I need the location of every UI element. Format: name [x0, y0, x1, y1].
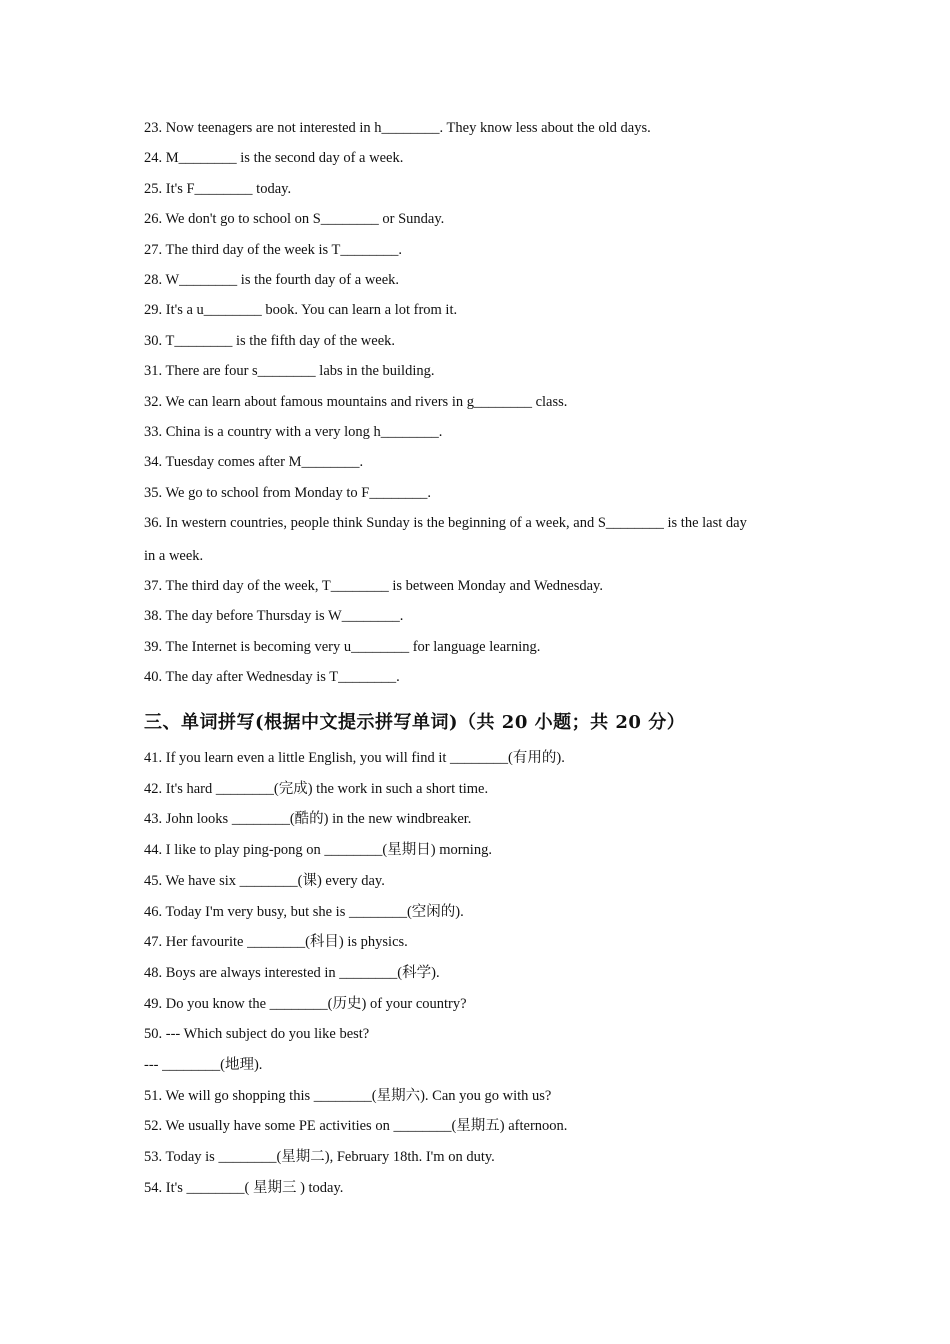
section-heading: 三、单词拼写(根据中文提示拼写单词)（共 20 小题；共 20 分）: [144, 712, 686, 733]
question-43: 43. John looks ________(酷的) in the new windbreaker.: [144, 811, 472, 827]
question-54: 54. It's ________( 星期三 ) today.: [144, 1180, 344, 1196]
question-34: 34. Tuesday comes after M________.: [144, 454, 364, 470]
question-44: 44. I like to play ping-pong on ________(星期日) morning.: [144, 842, 492, 858]
question-42: 42. It's hard ________(完成) the work in such a short time.: [144, 781, 489, 797]
question-30: 30. T________ is the fifth day of the week.: [144, 333, 396, 349]
question-28: 28. W________ is the fourth day of a week.: [144, 272, 400, 288]
question-48: 48. Boys are always interested in ________(科学).: [144, 965, 440, 981]
question-51: 51. We will go shopping this ________(星期六). Can you go with us?: [144, 1088, 552, 1104]
question-53: 53. Today is ________(星期二), February 18th. I'm on duty.: [144, 1149, 495, 1165]
question-39: 39. The Internet is becoming very u________ for language learning.: [144, 639, 541, 655]
question-27: 27. The third day of the week is T________.: [144, 242, 403, 258]
question-25: 25. It's F________ today.: [144, 181, 292, 197]
question-36: 36. In western countries, people think Sunday is the beginning of a week, and S________ is the last day: [144, 515, 747, 531]
question-35: 35. We go to school from Monday to F________.: [144, 485, 431, 501]
question-38: 38. The day before Thursday is W________.: [144, 608, 404, 624]
question-32: 32. We can learn about famous mountains and rivers in g________ class.: [144, 394, 568, 410]
question-47: 47. Her favourite ________(科目) is physics.: [144, 934, 408, 950]
question-46: 46. Today I'm very busy, but she is ________(空闲的).: [144, 904, 464, 920]
question-50: 50. --- Which subject do you like best?: [144, 1026, 370, 1042]
question-50-answer: --- ________(地理).: [144, 1057, 263, 1073]
question-31: 31. There are four s________ labs in the building.: [144, 363, 435, 379]
question-29: 29. It's a u________ book. You can learn a lot from it.: [144, 302, 458, 318]
question-49: 49. Do you know the ________(历史) of your country?: [144, 996, 467, 1012]
question-36-continued: in a week.: [144, 548, 204, 564]
question-23: 23. Now teenagers are not interested in h________. They know less about the old days.: [144, 120, 651, 136]
question-33: 33. China is a country with a very long h________.: [144, 424, 443, 440]
question-24: 24. M________ is the second day of a week.: [144, 150, 404, 166]
question-45: 45. We have six ________(课) every day.: [144, 873, 385, 889]
question-41: 41. If you learn even a little English, you will find it ________(有用的).: [144, 750, 565, 766]
question-52: 52. We usually have some PE activities on ________(星期五) afternoon.: [144, 1118, 568, 1134]
question-40: 40. The day after Wednesday is T________.: [144, 669, 400, 685]
question-37: 37. The third day of the week, T________ is between Monday and Wednesday.: [144, 578, 603, 594]
question-26: 26. We don't go to school on S________ or Sunday.: [144, 211, 445, 227]
